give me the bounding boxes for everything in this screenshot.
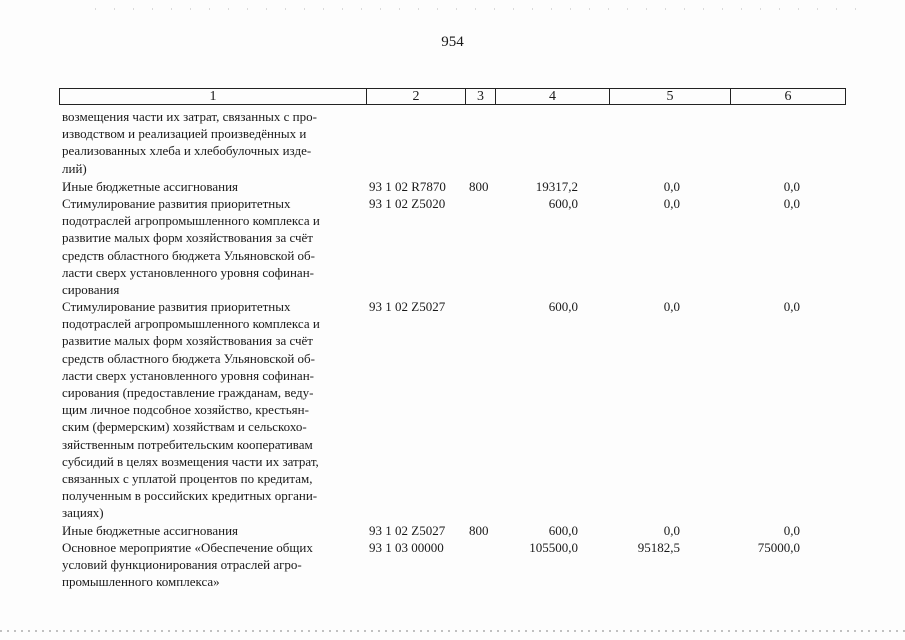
table-row-description (62, 195, 360, 298)
description-line: средств областного бюджета Ульяновской об- (62, 247, 315, 263)
description-line: подотраслей агропромышленного комплекса и (62, 213, 320, 229)
amount-col-5: 0,0 (663, 523, 680, 538)
description-line: Иные бюджетные ассигнования (62, 523, 239, 538)
description-line: связанных с уплатой процентов по кредитам, (62, 471, 313, 487)
amount-col-4: 600,0 (548, 196, 578, 211)
description-line: развитие малых форм хозяйствования за счёт (62, 230, 313, 246)
description-line: сирования (предоставление гражданам, веду- (62, 385, 314, 401)
description-line: щим личное подсобное хозяйство, крестьян- (62, 402, 309, 418)
header-col-2: 2 (412, 89, 420, 104)
amount-col-6: 0,0 (783, 196, 800, 211)
header-col-6: 6 (784, 89, 792, 104)
program-code: 93 1 02 Z5020 (369, 196, 446, 211)
table-header (59, 88, 846, 105)
header-col-3: 3 (477, 89, 484, 104)
table-row-description (62, 108, 360, 177)
program-code: 93 1 02 Z5027 (369, 523, 446, 538)
description-line: ласти сверх установленного уровня софинан- (62, 264, 314, 280)
header-col-1: 1 (209, 89, 217, 104)
amount-col-5: 0,0 (663, 196, 680, 211)
table-row-description (62, 178, 360, 195)
amount-col-5: 0,0 (663, 299, 680, 314)
description-line: субсидий в целях возмещения части их затрат, (62, 453, 319, 469)
description-line: лий) (62, 160, 87, 176)
page-number: 954 (441, 34, 464, 50)
amount-col-6: 0,0 (783, 523, 800, 538)
description-line: зяйственным потребительским кооперативам (62, 436, 313, 452)
description-line: Иные бюджетные ассигнования (62, 179, 239, 194)
amount-col-6: 75000,0 (757, 540, 800, 555)
amount-col-6: 0,0 (783, 179, 800, 194)
description-line: возмещения части их затрат, связанных с про- (62, 109, 317, 124)
description-line: зациях) (62, 505, 104, 521)
amount-col-5: 0,0 (663, 179, 680, 194)
description-line: Стимулирование развития приоритетных (62, 196, 291, 211)
description-line: изводством и реализацией произведённых и (62, 126, 307, 142)
table-row-description (62, 522, 360, 539)
header-col-4: 4 (549, 89, 556, 104)
scan-artifact-bottom (0, 630, 905, 632)
description-line: Стимулирование развития приоритетных (62, 299, 291, 314)
table-row-description (62, 539, 360, 591)
program-code: 93 1 03 00000 (369, 540, 444, 555)
program-code: 93 1 02 R7870 (369, 179, 446, 194)
description-line: полученным в российских кредитных органи- (62, 488, 318, 504)
scan-artifact-top (95, 8, 865, 10)
amount-col-4: 19317,2 (535, 179, 578, 194)
description-line: подотраслей агропромышленного комплекса и (62, 316, 320, 332)
header-col-5: 5 (666, 89, 674, 104)
description-line: ласти сверх установленного уровня софинан- (62, 367, 314, 383)
program-code: 93 1 02 Z5027 (369, 299, 446, 314)
amount-col-6: 0,0 (783, 299, 800, 314)
expense-type: 800 (469, 523, 489, 538)
description-line: реализованных хлеба и хлебобулочных изде- (62, 143, 312, 159)
amount-col-5: 95182,5 (637, 540, 680, 555)
expense-type: 800 (469, 179, 489, 194)
table-row-description (62, 298, 360, 522)
amount-col-4: 600,0 (548, 299, 578, 314)
amount-col-4: 105500,0 (529, 540, 578, 555)
amount-col-4: 600,0 (548, 523, 578, 538)
description-line: ским (фермерским) хозяйствам и сельскохо- (62, 419, 307, 435)
description-line: средств областного бюджета Ульяновской об- (62, 350, 315, 366)
description-line: развитие малых форм хозяйствования за счёт (62, 333, 313, 349)
description-line: Основное мероприятие «Обеспечение общих (62, 540, 313, 555)
description-line: промышленного комплекса» (62, 574, 220, 590)
description-line: условий функционирования отраслей агро- (62, 557, 302, 573)
description-line: сирования (62, 282, 120, 298)
